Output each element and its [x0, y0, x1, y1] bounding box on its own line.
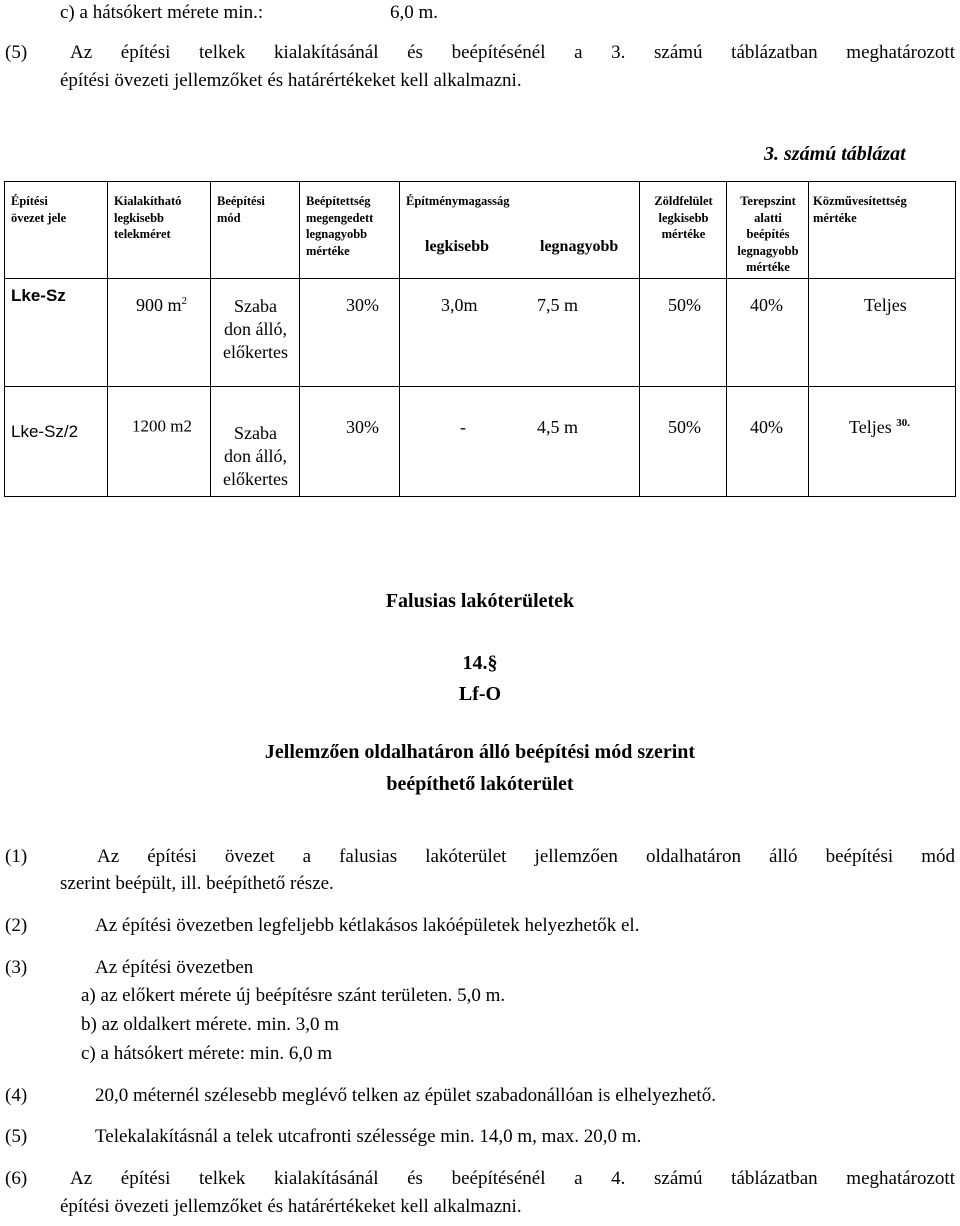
height-max-value: 7,5 m	[537, 295, 579, 315]
header-text: legkisebb	[658, 210, 709, 225]
header-text: alatti	[754, 210, 782, 225]
mode-text: don álló,	[224, 319, 287, 339]
header-lot	[108, 182, 211, 279]
header-text: Közművesítettség	[813, 194, 907, 208]
cell-utility	[809, 387, 956, 497]
header-text: Terepszint	[740, 194, 796, 208]
paragraph-text: építési övezeti jellemzőket és határértékeket kell alkalmazni.	[60, 70, 522, 91]
header-text: Beépítettség	[306, 194, 371, 208]
zone-code: Lke-Sz/2	[11, 422, 79, 441]
paragraph-number: (5)	[5, 42, 28, 63]
table-header-row	[5, 182, 956, 279]
section-title: Falusias lakóterületek	[385, 590, 575, 612]
lot-size-value: 900 m	[136, 295, 182, 315]
header-text: megengedett	[306, 210, 374, 225]
paragraph-number: (3)	[5, 957, 28, 978]
paragraph-number: (6)	[5, 1168, 28, 1189]
header-underground	[727, 182, 809, 279]
header-text: mértéke	[746, 260, 790, 274]
green-value: 50%	[668, 295, 701, 315]
cell-zone	[5, 279, 108, 387]
utility-value	[849, 417, 910, 438]
cell-lot	[108, 387, 211, 497]
coverage-value: 30%	[346, 295, 379, 315]
header-mode	[211, 182, 300, 279]
paragraph-text: Az építési övezetben legfeljebb kétlakásos lakóépületek helyezhetők el.	[95, 915, 640, 936]
mode-text: Szaba	[234, 296, 277, 316]
header-text: Beépítési	[217, 194, 265, 208]
underground-value: 40%	[750, 417, 783, 437]
paragraph-number: (5)	[5, 1126, 28, 1147]
lot-size	[132, 416, 192, 437]
section-subtitle: Jellemzően oldalhatáron álló beépítési mód szerint	[264, 741, 696, 763]
header-text: mértéke	[813, 210, 857, 225]
paragraph-text: Az építési telkek kialakításánál és beépítésénél a 4. számú táblázatban meghatározott	[70, 1168, 955, 1189]
cell-lot	[108, 279, 211, 387]
header-text: telekméret	[114, 227, 171, 241]
mode-text: előkertes	[223, 342, 288, 362]
paragraph-text: Az építési övezet a falusias lakóterület jellemzően oldalhatáron álló beépítési mód	[97, 846, 955, 867]
header-text: Építménymagasság	[406, 194, 510, 208]
paragraph-text: építési övezeti jellemzőket és határértékeket kell alkalmazni.	[60, 1196, 522, 1217]
paragraph-number: (1)	[5, 846, 28, 867]
table-caption: 3. számú táblázat	[764, 143, 906, 165]
list-item: c) a hátsókert mérete: min. 6,0 m	[81, 1043, 333, 1064]
section-number: 14.§	[462, 652, 498, 674]
header-text: Zöldfelület	[654, 194, 713, 208]
list-item: b) az oldalkert mérete. min. 3,0 m	[81, 1014, 339, 1035]
height-min-value: -	[460, 417, 466, 437]
paragraph-text: Az építési telkek kialakításánál és beépítésénél a 3. számú táblázatban meghatározott	[70, 42, 955, 63]
height-min-value: 3,0m	[441, 295, 478, 315]
lot-size	[136, 295, 187, 316]
cell-height	[400, 279, 640, 387]
lot-size-sup: 2	[181, 295, 188, 307]
lot-size-value: 1200 m2	[132, 416, 192, 436]
item-c-value: 6,0 m.	[390, 2, 439, 23]
paragraph-text: Telekalakításnál a telek utcafronti szélessége min. 14,0 m, max. 20,0 m.	[95, 1126, 642, 1147]
header-text: legnagyobb	[737, 243, 799, 258]
paragraph-text: szerint beépült, ill. beépíthető része.	[60, 873, 334, 894]
cell-underground	[727, 279, 809, 387]
header-text: mértéke	[306, 243, 350, 258]
cell-coverage	[300, 279, 400, 387]
utility-text: Teljes	[849, 417, 892, 437]
utility-sup: 30.	[896, 417, 910, 429]
mode-text: Szaba	[234, 423, 277, 443]
table-row	[5, 279, 956, 387]
header-text: legkisebb	[114, 210, 165, 225]
mode-text: előkertes	[223, 469, 288, 489]
mode-text: don álló,	[224, 446, 287, 466]
header-green	[640, 182, 727, 279]
cell-utility	[809, 279, 956, 387]
list-item: a) az előkert mérete új beépítésre szánt területen. 5,0 m.	[81, 985, 506, 1006]
paragraph-number: (4)	[5, 1085, 28, 1106]
zone-code-heading: Lf-O	[458, 683, 502, 705]
header-text: beépítés	[746, 227, 790, 241]
item-c-label: c) a hátsókert mérete min.:	[60, 2, 264, 23]
green-value: 50%	[668, 417, 701, 437]
utility-value	[864, 295, 907, 316]
underground-value: 40%	[750, 295, 783, 315]
utility-text: Teljes	[864, 295, 907, 315]
cell-coverage	[300, 387, 400, 497]
header-height-max: legnagyobb	[540, 238, 619, 255]
section-subtitle: beépíthető lakóterület	[386, 773, 574, 795]
header-text: övezet jele	[11, 210, 67, 225]
zoning-table	[4, 181, 956, 497]
paragraph-text: 20,0 méternél szélesebb meglévő telken az épület szabadonállóan is elhelyezhető.	[95, 1085, 716, 1106]
cell-green	[640, 387, 727, 497]
header-text: mód	[217, 210, 241, 225]
paragraph-number: (2)	[5, 915, 28, 936]
header-utility	[809, 182, 956, 279]
zone-code: Lke-Sz	[11, 286, 66, 305]
header-height	[400, 182, 640, 279]
header-coverage	[300, 182, 400, 279]
coverage-value: 30%	[346, 417, 379, 437]
header-height-min: legkisebb	[425, 238, 490, 255]
header-text: Kialakítható	[114, 194, 182, 208]
cell-green	[640, 279, 727, 387]
table-row	[5, 387, 956, 497]
paragraph-text: Az építési övezetben	[95, 957, 254, 978]
cell-height	[400, 387, 640, 497]
header-text: mértéke	[661, 227, 706, 241]
cell-zone	[5, 387, 108, 497]
cell-mode	[211, 387, 300, 497]
header-text: legnagyobb	[306, 227, 368, 241]
header-text: Építési	[11, 194, 48, 208]
cell-underground	[727, 387, 809, 497]
header-zone	[5, 182, 108, 279]
cell-mode	[211, 279, 300, 387]
height-max-value: 4,5 m	[537, 417, 579, 437]
